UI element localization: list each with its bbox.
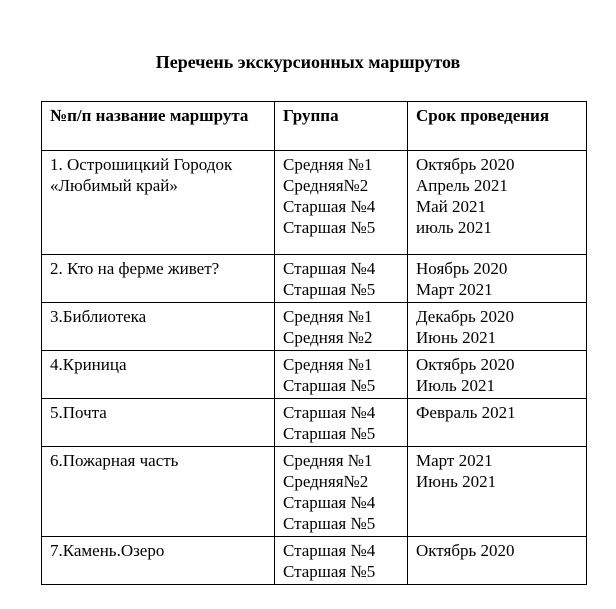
group-item: Старшая №5 xyxy=(283,424,376,443)
date-item: Март 2021 xyxy=(416,451,493,470)
group-item: Старшая №4 xyxy=(283,493,376,512)
date-item: Июнь 2021 xyxy=(416,328,497,347)
group-item: Старшая №4 xyxy=(283,197,376,216)
date-item: Март 2021 xyxy=(416,280,493,299)
group-item: Средняя№2 xyxy=(283,176,369,195)
date-item: Июнь 2021 xyxy=(416,472,497,491)
table-row xyxy=(42,537,587,585)
group-item: Старшая №5 xyxy=(283,218,376,237)
group-item: Средняя№2 xyxy=(283,472,369,491)
header-route-name: №п/п название маршрута xyxy=(42,102,275,151)
dates-cell xyxy=(408,399,587,447)
groups-cell xyxy=(275,351,408,399)
date-item: Октябрь 2020 xyxy=(416,355,515,374)
dates-cell xyxy=(408,537,587,585)
dates-cell xyxy=(408,151,587,255)
route-name-cell: 5.Почта xyxy=(42,399,275,447)
groups-cell xyxy=(275,255,408,303)
date-item: Апрель 2021 xyxy=(416,176,508,195)
group-item: Средняя №2 xyxy=(283,328,373,347)
group-item: Старшая №5 xyxy=(283,562,376,581)
group-item: Старшая №4 xyxy=(283,259,376,278)
table-row xyxy=(42,447,587,537)
groups-cell xyxy=(275,151,408,255)
group-item: Старшая №4 xyxy=(283,403,376,422)
group-item: Средняя №1 xyxy=(283,307,373,326)
dates-cell xyxy=(408,255,587,303)
group-item: Средняя №1 xyxy=(283,451,373,470)
date-item: Октябрь 2020 xyxy=(416,155,515,174)
groups-cell xyxy=(275,303,408,351)
route-name-cell: 3.Библиотека xyxy=(42,303,275,351)
group-item: Средняя №1 xyxy=(283,355,373,374)
group-item: Старшая №4 xyxy=(283,541,376,560)
header-dates: Срок проведения xyxy=(408,102,587,151)
routes-table xyxy=(41,101,587,585)
date-item: июль 2021 xyxy=(416,218,492,237)
table-row xyxy=(42,351,587,399)
table-header-row xyxy=(42,102,587,151)
dates-cell xyxy=(408,303,587,351)
route-name-cell: 6.Пожарная часть xyxy=(42,447,275,537)
header-group: Группа xyxy=(275,102,408,151)
route-name-cell: 1. Острошицкий Городок «Любимый край» xyxy=(42,151,275,255)
route-name-cell: 7.Камень.Озеро xyxy=(42,537,275,585)
group-item: Старшая №5 xyxy=(283,280,376,299)
date-item: Ноябрь 2020 xyxy=(416,259,508,278)
groups-cell xyxy=(275,537,408,585)
table-row xyxy=(42,255,587,303)
group-item: Старшая №5 xyxy=(283,514,376,533)
group-item: Старшая №5 xyxy=(283,376,376,395)
table-row xyxy=(42,151,587,255)
date-item: Июль 2021 xyxy=(416,376,496,395)
groups-cell xyxy=(275,447,408,537)
date-item: Февраль 2021 xyxy=(416,403,516,422)
date-item: Декабрь 2020 xyxy=(416,307,515,326)
table-row xyxy=(42,303,587,351)
dates-cell xyxy=(408,351,587,399)
groups-cell xyxy=(275,399,408,447)
route-name-cell: 4.Криница xyxy=(42,351,275,399)
dates-cell xyxy=(408,447,587,537)
date-item: Май 2021 xyxy=(416,197,487,216)
group-item: Средняя №1 xyxy=(283,155,373,174)
route-name-cell: 2. Кто на ферме живет? xyxy=(42,255,275,303)
table-row xyxy=(42,399,587,447)
date-item: Октябрь 2020 xyxy=(416,541,515,560)
document-title: Перечень экскурсионных маршрутов xyxy=(155,52,461,72)
